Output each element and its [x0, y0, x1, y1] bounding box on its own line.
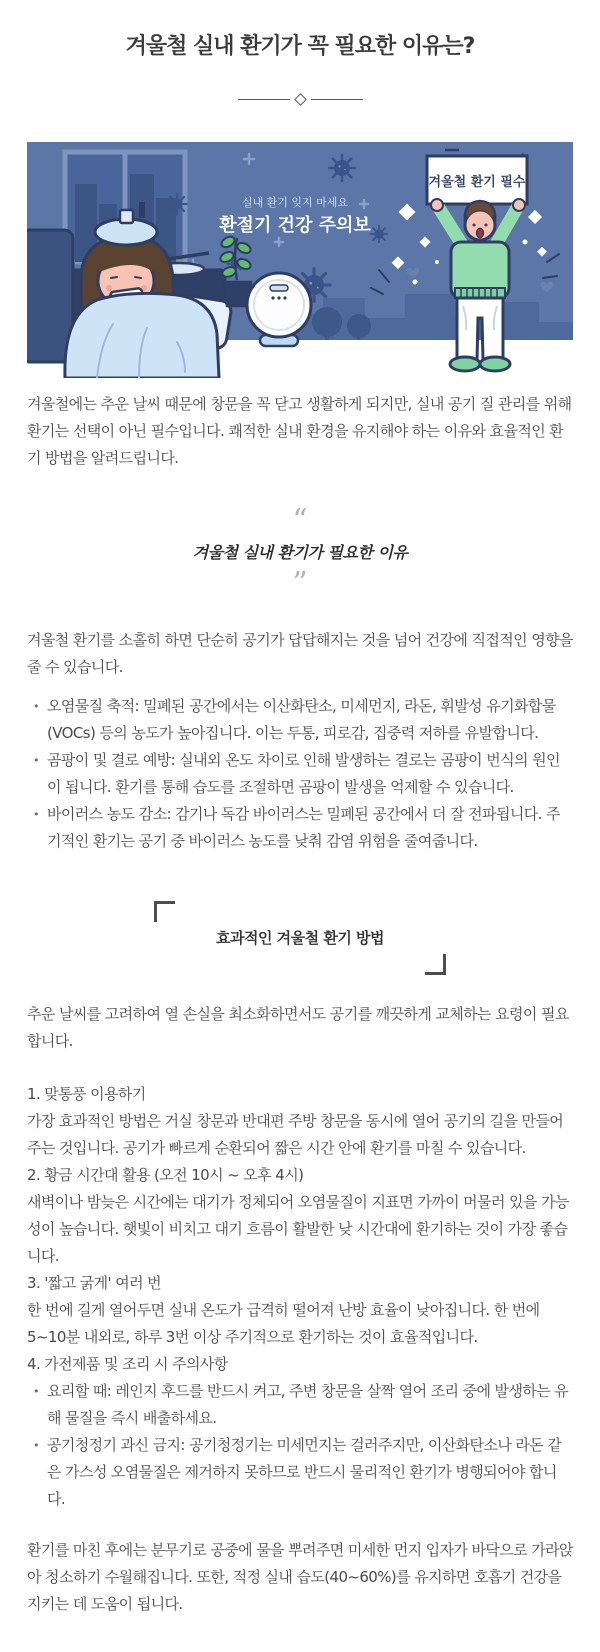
- hero-headline: 환절기 건강 주의보: [219, 214, 371, 236]
- step-title: 4. 가전제품 및 조리 시 주의사항: [27, 1354, 228, 1373]
- outro-paragraph: 환기를 마친 후에는 분무기로 공중에 물을 뿌려주면 미세한 먼지 입자가 바닥으로 가라앉아 청소하기 수월해집니다. 또한, 적정 실내 습도(40~60%)를 유지하면 호흡기 건강을 지키는 데 도움이 됩니다.: [27, 1540, 573, 1613]
- open-quote-icon: “: [292, 502, 308, 538]
- step-title: 3. '짧고 굵게' 여러 번: [27, 1273, 162, 1292]
- list-item: • 공기청정기 과신 금지: 공기청정기는 미세먼지는 걸러주지만, 이산화탄소나 라돈 같은 가스성 오염물질은 제거하지 못하므로 반드시 물리적인 환기가 병행되어야 합니다.: [33, 1432, 573, 1513]
- diamond-icon: [294, 93, 307, 106]
- list-item: • 곰팡이 및 결로 예방: 실내외 온도 차이로 인해 발생하는 결로는 곰팡이 번식의 원인이 됩니다. 환기를 통해 습도를 조절하면 곰팡이 발생을 억제할 수 있습니다.: [33, 747, 573, 801]
- page-title: 겨울철 실내 환기가 꼭 필요한 이유는?: [125, 34, 475, 59]
- divider-line: [311, 99, 363, 100]
- methods-lead: 추운 날씨를 고려하여 열 손실을 최소화하면서도 공기를 깨끗하게 교체하는 요령이 필요합니다.: [27, 1004, 569, 1050]
- section-heading: [154, 901, 446, 975]
- blanket: [65, 293, 219, 378]
- close-quote-icon: ”: [292, 565, 308, 601]
- step-body: 새벽이나 밤늦은 시간에는 대기가 정체되어 오염물질이 지표면 가까이 머물러 있을 가능성이 높습니다. 햇빛이 비치고 대기 흐름이 활발한 낮 시간대에 환기하는 것이 가장 좋습니다.: [27, 1192, 569, 1265]
- hero-illustration: [27, 142, 573, 378]
- list-item: • 바이러스 농도 감소: 감기나 독감 바이러스는 밀폐된 공간에서 더 잘 전파됩니다. 주기적인 환기는 공기 중 바이러스 농도를 낮춰 감염 위험을 줄여줍니다.: [33, 801, 573, 855]
- list-item: • 요리할 때: 레인지 후드를 반드시 켜고, 주변 창문을 살짝 열어 조리 중에 발생하는 유해 물질을 즉시 배출하세요.: [33, 1378, 573, 1432]
- step-body: 가장 효과적인 방법은 거실 창문과 반대편 주방 창문을 동시에 열어 공기의 길을 만들어주는 것입니다. 공기가 빠르게 순환되어 짧은 시간 안에 환기를 마칠 수 있습니다.: [27, 1111, 564, 1157]
- section-heading-text: 효과적인 겨울철 환기 방법: [215, 929, 385, 948]
- list-item: • 오염물질 축적: 밀폐된 공간에서는 이산화탄소, 미세먼지, 라돈, 휘발성 유기화합물(VOCs) 등의 농도가 높아집니다. 이는 두통, 피로감, 집중력 저하를 유발합니다.: [33, 693, 573, 747]
- reasons-list: [27, 693, 573, 855]
- cautions-list: [27, 1378, 573, 1513]
- step-body: 한 번에 길게 열어두면 실내 온도가 급격히 떨어져 난방 효율이 낮아집니다. 한 번에 5~10분 내외로, 하루 3번 이상 주기적으로 환기하는 것이 효율적입니다.: [27, 1300, 540, 1346]
- step-title: 2. 황금 시간대 활용 (오전 10시 ~ 오후 4시): [27, 1165, 304, 1184]
- reasons-lead: 겨울철 환기를 소홀히 하면 단순히 공기가 답답해지는 것을 넘어 건강에 직접적인 영향을 줄 수 있습니다.: [27, 630, 573, 676]
- divider: [27, 95, 573, 104]
- step-title: 1. 맞통풍 이용하기: [27, 1084, 146, 1103]
- methods-steps: [27, 1081, 573, 1513]
- hero-subtitle: 실내 환기 잊지 마세요: [241, 195, 349, 209]
- sign-text: 겨울철 환기 필수: [428, 174, 526, 190]
- intro-paragraph: 겨울철에는 추운 날씨 때문에 창문을 꼭 닫고 생활하게 되지만, 실내 공기 질 관리를 위해 환기는 선택이 아닌 필수입니다. 쾌적한 실내 환경을 유지해야 하는 이유와 효율적인 환기 방법을 알려드립니다.: [27, 394, 572, 467]
- quote-block: [27, 502, 573, 601]
- divider-line: [238, 99, 290, 100]
- quote-text: 겨울철 실내 환기가 필요한 이유: [192, 542, 408, 562]
- corner-bracket-bottom-right-icon: [425, 954, 446, 975]
- corner-bracket-top-left-icon: [154, 901, 175, 922]
